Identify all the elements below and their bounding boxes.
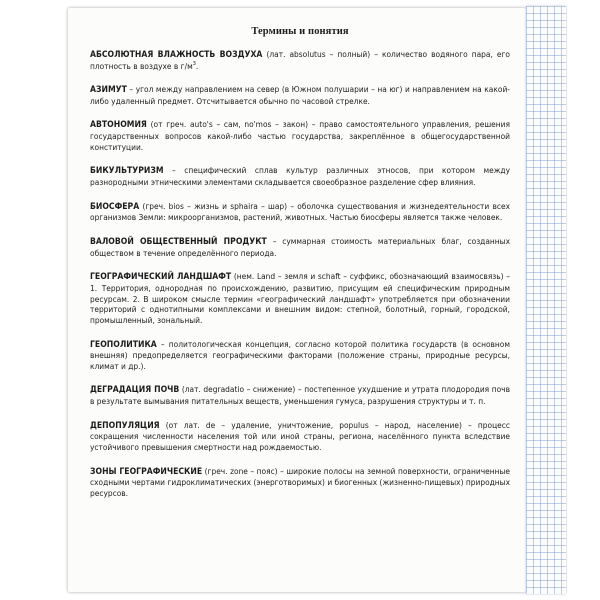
entry-term: ЗОНЫ ГЕОГРАФИЧЕСКИЕ <box>90 466 203 477</box>
entry-definition: – суммарная стоимость материальных благ, созданных обществом в течение определённого периода. <box>90 235 510 258</box>
entry-term: БИОСФЕРА <box>90 201 140 212</box>
entry-term: АВТОНОМИЯ <box>90 120 147 131</box>
entry-definition-tail: . <box>195 60 199 71</box>
entry-term: ДЕГРАДАЦИЯ ПОЧВ <box>90 385 180 396</box>
glossary-entry <box>90 339 510 372</box>
glossary-entry <box>90 165 510 188</box>
entry-definition: (от греч. auto's – сам, no'mos – закон) – право самостоятельного управления, решения государственных вопросов какой-либо частью государства, закреплённое в общегосударственной конституции. <box>90 119 510 152</box>
page-title: Термины и понятия <box>251 26 349 37</box>
grid-paper-edge <box>526 6 566 594</box>
entry-term: ДЕПОПУЛЯЦИЯ <box>90 420 160 431</box>
entry-definition: (от лат. de – удаление, уничтожение, populus – народ, население) – процесс сокращения численности населения той или иной страны, региона, населённого пункта вследствие устойчивого превышения смертности над рождаемостью. <box>90 419 510 453</box>
glossary-entry <box>90 466 510 499</box>
glossary-entry <box>90 201 510 224</box>
glossary-entry <box>90 420 510 453</box>
entry-definition: (лат. degradatio – снижение) – постепенное ухудшение и утрата плодородия почв в результате вымывания питательных веществ, уменьшения гумуса, разрушения структуры и т. п. <box>90 384 510 407</box>
entry-term: БИКУЛЬТУРИЗМ <box>90 166 164 177</box>
entry-term: ГЕОГРАФИЧЕСКИЙ ЛАНДШАФТ <box>90 271 232 282</box>
entry-definition: – специфический сплав культур различных этносов, при котором между разнородными этническими элементами складывается своеобразное разделение сфер влияния. <box>90 165 510 188</box>
entry-superscript: 3 <box>192 61 196 68</box>
entry-definition: (греч. bios – жизнь и sphaira – шар) – оболочка существования и жизнедеятельности всех организмов Земли: микроорганизмов, растений, животных. Частью биосферы является также человек. <box>90 200 510 223</box>
glossary-entry <box>90 84 510 107</box>
glossary-entry <box>90 271 510 326</box>
glossary-entry <box>90 236 510 259</box>
entry-definition: (греч. zone – пояс) – широкие полосы на земной поверхности, ограниченные сходными чертами гидроклиматических (энерготворимых) и биогенных (жизненно-пищевых) природных ресурсов. <box>90 465 510 499</box>
entry-definition: (лат. absolutus – полный) – количество водяного пара, его плотность в воздухе в г/м <box>90 49 510 71</box>
entry-term: ГЕОПОЛИТИКА <box>90 339 157 350</box>
glossary-entry <box>90 119 510 152</box>
entry-definition: (нем. Land – земля и schaft – суффикс, обозначающий взаимосвязь) – 1. Территория, однородная по происхождению, развитию, присущим ей специфическим природным ресурсам. 2. В широком смысле термин «географический ландшафт» употребляется при обозначении территорий с однотипными комплексами и внешним видом: степной, болотный, горный, городской, промышленный, зональный. <box>90 270 510 326</box>
glossary-entry <box>90 384 510 407</box>
terms-page <box>90 26 510 512</box>
glossary-entry <box>90 49 510 72</box>
entry-definition: – угол между направлением на север (в Южном полушарии – на юг) и направлением на какой-либо удаленный предмет. Отсчитывается обычно по часовой стрелке. <box>90 84 510 106</box>
entry-term: АБСОЛЮТНАЯ ВЛАЖНОСТЬ ВОЗДУХА <box>90 50 263 60</box>
entry-definition: – политологическая концепция, согласно которой политика государств (в основном внешняя) предопределяется географическими факторами (положение страны, природные ресурсы, климат и др.). <box>90 338 510 372</box>
entry-term: ВАЛОВОЙ ОБЩЕСТВЕННЫЙ ПРОДУКТ <box>90 236 267 247</box>
entry-term: АЗИМУТ <box>90 85 127 96</box>
